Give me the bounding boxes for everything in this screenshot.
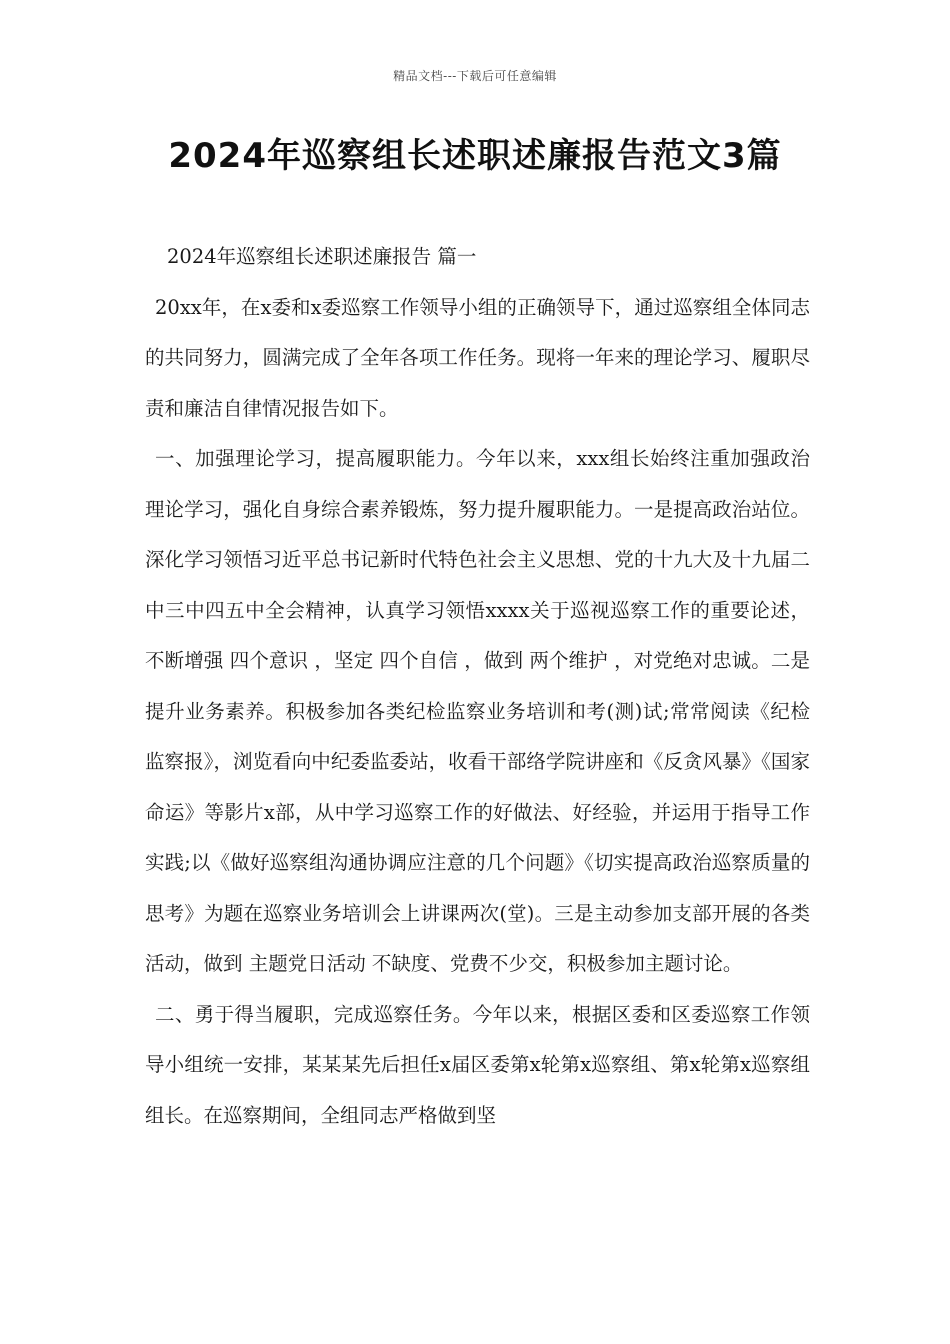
header-note: 精品文档---下载后可任意编辑: [393, 69, 557, 83]
paragraph: 一、加强理论学习，提高履职能力。今年以来，xxx组长始终注重加强政治理论学习，强化自身综合素养锻炼，努力提升履职能力。一是提高政治站位。深化学习领悟习近平总书记新时代特色社会主义思想、党的十九大及十九届二中三中四五中全会精神，认真学习领悟xxxx关于巡视巡察工作的重要论述，不断增强 四个意识 ，坚定 四个自信 ，做到 两个维护 ，对党绝对忠诚。二是提升业务素养。积极参加各类纪检监察业务培训和考(测)试;常常阅读《纪检监察报》，浏览看向中纪委监委站，收看干部络学院讲座和《反贪风暴》《国家命运》等影片x部，从中学习巡察工作的好做法、好经验，并运用于指导工作实践;以《做好巡察组沟通协调应注意的几个问题》《切实提高政治巡察质量的思考》为题在巡察业务培训会上讲课两次(堂)。三是主动参加支部开展的各类活动，做到 主题党日活动 不缺度、党费不少交，积极参加主题讨论。: [145, 447, 810, 975]
section-heading: 2024年巡察组长述职述廉报告 篇一: [167, 245, 477, 268]
paragraph: 二、勇于得当履职，完成巡察任务。今年以来，根据区委和区委巡察工作领导小组统一安排，某某某先后担任x届区委第x轮第x巡察组、第x轮第x巡察组组长。在巡察期间，全组同志严格做到坚: [145, 1002, 810, 1127]
document-title: 2024年巡察组长述职述廉报告范文3篇: [168, 136, 782, 176]
paragraph: 20xx年，在x委和x委巡察工作领导小组的正确领导下，通过巡察组全体同志的共同努力，圆满完成了全年各项工作任务。现将一年来的理论学习、履职尽责和廉洁自律情况报告如下。: [145, 295, 810, 420]
document-body: [145, 232, 810, 1141]
